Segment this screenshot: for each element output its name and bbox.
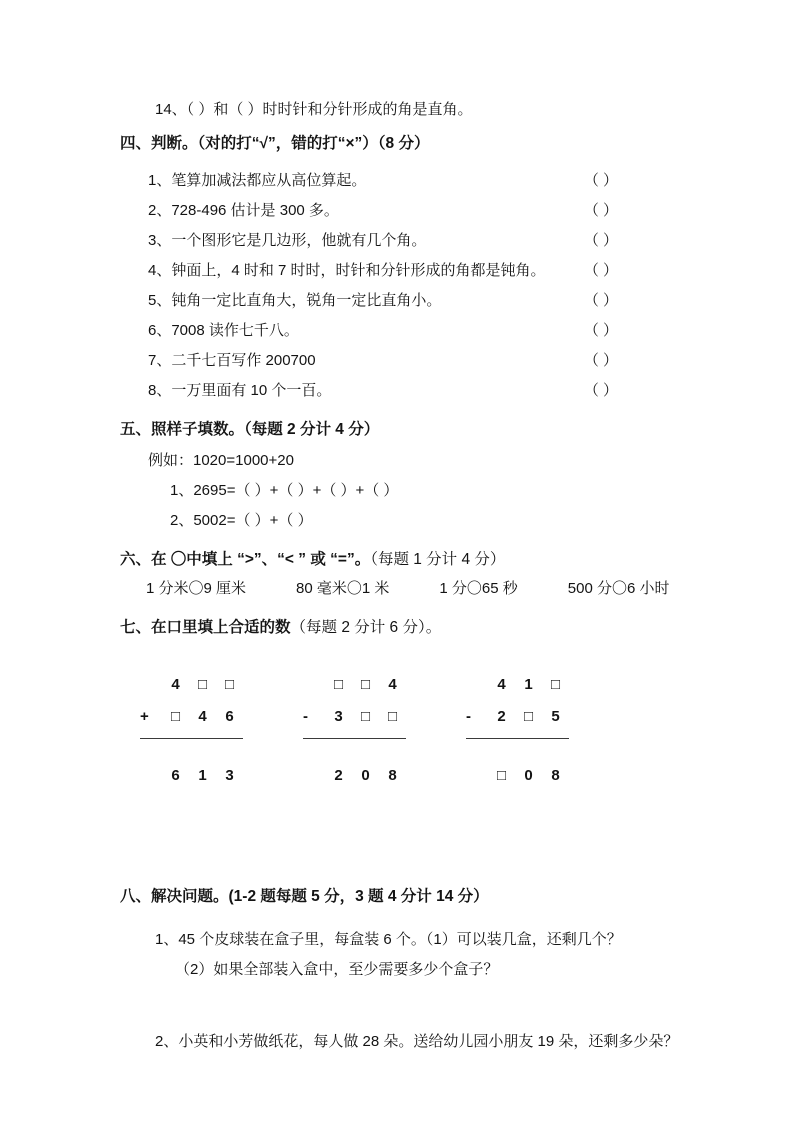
answer-digit: 8 — [388, 766, 397, 784]
problem-digit: □ — [523, 707, 534, 725]
section-6-title-main: 六、在 〇中填上 “>”、“< ” 或 “=”。 — [120, 551, 371, 568]
section-4-title: 四、判断。（对的打“√”，错的打“×”）（8 分） — [120, 135, 430, 152]
answer-brackets: （ ） — [583, 292, 618, 309]
judge-text: 8、一万里面有 10 个一百。 — [148, 382, 332, 399]
comparison-item: 80 毫米〇1 米 — [296, 580, 390, 597]
comparison-item: 1 分米〇9 厘米 — [146, 580, 247, 597]
answer-brackets: （ ） — [583, 232, 618, 249]
judge-text: 5、钝角一定比直角大，锐角一定比直角小。 — [148, 292, 442, 309]
answer-brackets: （ ） — [583, 202, 618, 219]
problem-digit: □ — [360, 707, 371, 725]
problem-answer-row — [303, 759, 406, 791]
answer-brackets: （ ） — [583, 382, 618, 399]
problem-bottom-row — [303, 700, 406, 732]
example-line: 例如：1020=1000+20 — [148, 452, 294, 469]
problem-answer-row — [466, 759, 569, 791]
section-8-title: 八、解决问题。(1-2 题每题 5 分，3 题 4 分计 14 分） — [120, 888, 489, 905]
answer-digit: 3 — [225, 766, 234, 784]
judge-text: 2、728-496 估计是 300 多。 — [148, 202, 339, 219]
section-7-score: （每题 2 分计 6 分）。 — [290, 619, 442, 636]
comparison-item: 1 分〇65 秒 — [439, 580, 518, 597]
answer-digit: 2 — [334, 766, 343, 784]
problem-bottom-row — [140, 700, 243, 732]
answer-brackets: （ ） — [583, 262, 618, 279]
section-5 — [120, 420, 738, 536]
problem-digit: 4 — [171, 675, 180, 693]
problem-digit: 2 — [497, 707, 506, 725]
answer-brackets: （ ） — [583, 322, 618, 339]
problem-top-row — [303, 668, 406, 700]
problem-digit: 3 — [334, 707, 343, 725]
problem-digit: □ — [224, 675, 235, 693]
problem-line — [140, 738, 243, 739]
problem-operator: - — [466, 707, 471, 725]
problem-top-row — [466, 668, 569, 700]
answer-digit: 6 — [171, 766, 180, 784]
problem-line — [466, 738, 569, 739]
word-problem-1b: （2）如果全部装入盒中，至少需要多少个盒子？ — [175, 961, 499, 978]
question-14: 14、（ ）和（ ）时时针和分针形成的角是直角。 — [155, 101, 473, 118]
vertical-problem — [303, 668, 406, 791]
problem-digit: □ — [333, 675, 344, 693]
judge-item — [148, 226, 618, 256]
judge-list — [120, 166, 738, 406]
word-problem-1: 1、45 个皮球装在盒子里，每盒装 6 个。（1）可以装几盒，还剩几个？ — [155, 931, 622, 948]
problem-digit: □ — [550, 675, 561, 693]
section-6 — [120, 550, 738, 604]
comparison-row — [120, 574, 738, 604]
answer-digit: 0 — [524, 766, 533, 784]
problem-digit: 1 — [524, 675, 533, 693]
problem-line — [303, 738, 406, 739]
answer-digit: 1 — [198, 766, 207, 784]
problem-operator: - — [303, 707, 308, 725]
judge-item — [148, 376, 618, 406]
problem-digit: 4 — [198, 707, 207, 725]
section-8 — [120, 887, 738, 1057]
problem-digit: 5 — [551, 707, 560, 725]
problem-answer-row — [140, 759, 243, 791]
word-problem-2: 2、小英和小芳做纸花，每人做 28 朵。送给幼儿园小朋友 19 朵，还剩多少朵？ — [155, 1033, 679, 1050]
comparison-item: 500 分〇6 小时 — [567, 580, 670, 597]
problem-bottom-row — [466, 700, 569, 732]
vertical-problems — [120, 668, 738, 791]
problem-digit: □ — [360, 675, 371, 693]
answer-digit: 8 — [551, 766, 560, 784]
judge-item — [148, 346, 618, 376]
vertical-problem — [140, 668, 243, 791]
answer-brackets: （ ） — [583, 352, 618, 369]
judge-text: 4、钟面上，4 时和 7 时时，时针和分针形成的角都是钝角。 — [148, 262, 546, 279]
section-7 — [120, 618, 738, 791]
judge-item — [148, 286, 618, 316]
section-5-title: 五、照样子填数。（每题 2 分计 4 分） — [120, 421, 380, 438]
problem-digit: 6 — [225, 707, 234, 725]
fill-item: 1、2695=（ ）+（ ）+（ ）+（ ） — [170, 482, 399, 499]
problem-operator: + — [140, 707, 149, 725]
answer-brackets: （ ） — [583, 172, 618, 189]
problem-digit: 4 — [388, 675, 397, 693]
problem-top-row — [140, 668, 243, 700]
problem-digit: □ — [170, 707, 181, 725]
problem-digit: □ — [387, 707, 398, 725]
section-4 — [120, 134, 738, 406]
judge-text: 1、笔算加减法都应从高位算起。 — [148, 172, 367, 189]
section-6-title — [120, 550, 738, 570]
problem-digit: □ — [197, 675, 208, 693]
judge-item — [148, 166, 618, 196]
vertical-problem — [466, 668, 569, 791]
judge-text: 3、一个图形它是几边形，他就有几个角。 — [148, 232, 427, 249]
answer-digit: □ — [496, 766, 507, 784]
section-7-title-main: 七、在口里填上合适的数 — [120, 619, 291, 636]
problem-digit: 4 — [497, 675, 506, 693]
judge-text: 7、二千七百写作 200700 — [148, 352, 316, 369]
judge-text: 6、7008 读作七千八。 — [148, 322, 299, 339]
judge-item — [148, 316, 618, 346]
fill-item: 2、5002=（ ）+（ ） — [170, 512, 313, 529]
section-6-score: （每题 1 分计 4 分） — [370, 551, 506, 568]
section-7-title — [120, 618, 738, 638]
answer-digit: 0 — [361, 766, 370, 784]
judge-item — [148, 256, 618, 286]
judge-item — [148, 196, 618, 226]
